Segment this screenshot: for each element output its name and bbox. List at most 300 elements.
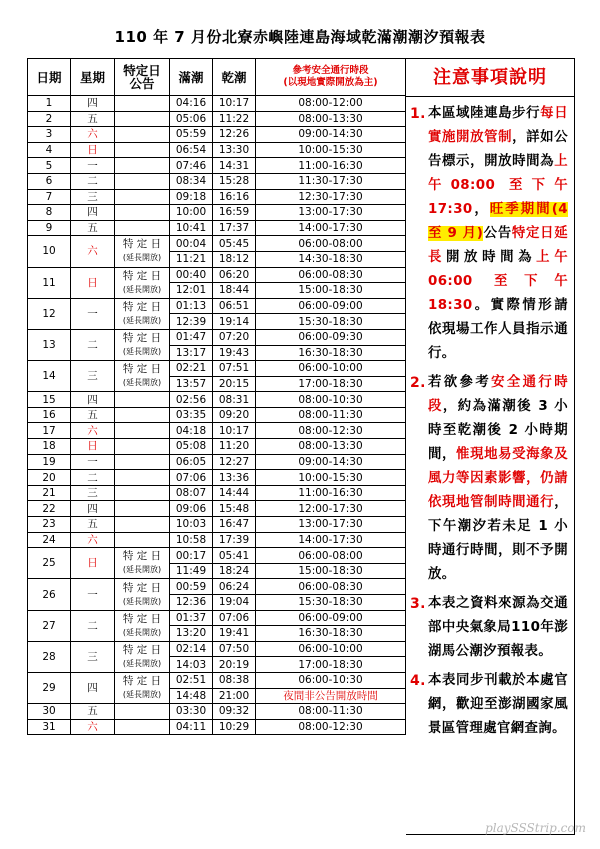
table-row (28, 704, 406, 720)
safe-window-cell: 11:30-17:30 (256, 173, 406, 189)
high-tide-cell: 13:20 (170, 626, 213, 642)
weekday-cell: 日 (71, 548, 115, 579)
high-tide-cell: 03:35 (170, 407, 213, 423)
table-row (28, 407, 406, 423)
weekday-cell: 五 (71, 111, 115, 127)
weekday-cell: 六 (71, 236, 115, 267)
high-tide-cell: 00:17 (170, 548, 213, 564)
date-cell: 19 (28, 454, 71, 470)
special-day-cell (115, 205, 170, 221)
special-day-cell (115, 329, 170, 360)
date-cell: 14 (28, 361, 71, 392)
low-tide-cell: 16:59 (213, 205, 256, 221)
date-cell: 4 (28, 142, 71, 158)
note-1-text-g: 公告 (483, 226, 512, 241)
date-cell: 13 (28, 329, 71, 360)
special-day-cell (115, 610, 170, 641)
note-2-text-c: ，約為滿潮後 3 小時至乾潮後 2 小時期間， (428, 399, 569, 462)
date-cell: 22 (28, 501, 71, 517)
low-tide-cell: 18:12 (213, 251, 256, 267)
special-day-label: 特 定 日 (122, 675, 162, 688)
date-cell: 24 (28, 532, 71, 548)
special-day-cell (115, 672, 170, 703)
notes-heading: 注意事項說明 (406, 59, 574, 97)
low-tide-cell: 07:06 (213, 610, 256, 626)
weekday-cell: 五 (71, 407, 115, 423)
note-4-text: 本表同步刊載於本處官網，歡迎至澎湖國家風景區管理處官網查詢。 (428, 673, 568, 736)
low-tide-cell: 06:51 (213, 298, 256, 314)
high-tide-cell: 09:18 (170, 189, 213, 205)
weekday-cell: 一 (71, 298, 115, 329)
special-day-label: 特 定 日 (122, 238, 162, 251)
special-day-sublabel: (延長開放) (122, 690, 162, 700)
note-1 (406, 102, 574, 366)
low-tide-cell: 10:17 (213, 423, 256, 439)
high-tide-cell: 11:49 (170, 563, 213, 579)
high-tide-cell: 10:00 (170, 205, 213, 221)
weekday-cell: 四 (71, 205, 115, 221)
safe-window-cell: 06:00-10:00 (256, 641, 406, 657)
table-row (28, 142, 406, 158)
note-1-text-d: 上午08:00 至下午17:30 (428, 154, 568, 217)
high-tide-cell: 10:41 (170, 220, 213, 236)
table-row (28, 439, 406, 455)
special-day-cell (115, 361, 170, 392)
special-day-sublabel: (延長開放) (122, 315, 162, 325)
low-tide-cell: 19:41 (213, 626, 256, 642)
safe-window-cell: 13:00-17:30 (256, 517, 406, 533)
special-day-label: 特 定 日 (122, 363, 162, 376)
special-day-cell (115, 236, 170, 267)
low-tide-cell: 12:26 (213, 127, 256, 143)
high-tide-cell: 12:01 (170, 283, 213, 299)
high-tide-cell: 00:04 (170, 236, 213, 252)
high-tide-cell: 07:46 (170, 158, 213, 174)
safe-window-cell: 08:00-12:30 (256, 423, 406, 439)
safe-window-cell: 06:00-09:00 (256, 298, 406, 314)
date-cell: 16 (28, 407, 71, 423)
low-tide-cell: 16:47 (213, 517, 256, 533)
date-cell: 2 (28, 111, 71, 127)
safe-window-cell: 12:30-17:30 (256, 189, 406, 205)
safe-window-cell: 10:00-15:30 (256, 470, 406, 486)
weekday-cell: 六 (71, 127, 115, 143)
date-cell: 7 (28, 189, 71, 205)
low-tide-cell: 08:38 (213, 672, 256, 688)
table-row (28, 205, 406, 221)
table-row (28, 236, 406, 252)
date-cell: 5 (28, 158, 71, 174)
safe-window-cell: 14:30-18:30 (256, 251, 406, 267)
special-day-cell (115, 96, 170, 112)
header-low-tide: 乾潮 (213, 59, 256, 96)
table-row (28, 641, 406, 657)
safe-window-cell: 06:00-08:30 (256, 267, 406, 283)
date-cell: 15 (28, 392, 71, 408)
high-tide-cell: 02:14 (170, 641, 213, 657)
date-cell: 10 (28, 236, 71, 267)
header-safe-window-line1: 參考安全通行時段 (292, 65, 369, 76)
weekday-cell: 三 (71, 485, 115, 501)
safe-window-cell: 11:00-16:30 (256, 158, 406, 174)
low-tide-cell: 13:36 (213, 470, 256, 486)
low-tide-cell: 09:32 (213, 704, 256, 720)
table-row (28, 532, 406, 548)
high-tide-cell: 05:08 (170, 439, 213, 455)
low-tide-cell: 19:14 (213, 314, 256, 330)
special-day-sublabel: (延長開放) (122, 347, 162, 356)
special-day-label: 特 定 日 (122, 269, 162, 282)
safe-window-cell: 08:00-13:30 (256, 439, 406, 455)
safe-window-cell: 06:00-08:00 (256, 236, 406, 252)
high-tide-cell: 07:06 (170, 470, 213, 486)
safe-window-cell: 16:30-18:30 (256, 626, 406, 642)
weekday-cell: 二 (71, 610, 115, 641)
date-cell: 11 (28, 267, 71, 298)
weekday-cell: 六 (71, 532, 115, 548)
table-row (28, 548, 406, 564)
safe-window-cell: 10:00-15:30 (256, 142, 406, 158)
table-row (28, 173, 406, 189)
special-day-cell (115, 439, 170, 455)
special-day-cell (115, 532, 170, 548)
special-day-cell (115, 392, 170, 408)
date-cell: 20 (28, 470, 71, 486)
low-tide-cell: 07:51 (213, 361, 256, 377)
date-cell: 30 (28, 704, 71, 720)
high-tide-cell: 02:21 (170, 361, 213, 377)
high-tide-cell: 01:37 (170, 610, 213, 626)
high-tide-cell: 09:06 (170, 501, 213, 517)
low-tide-cell: 07:50 (213, 641, 256, 657)
special-day-cell (115, 517, 170, 533)
high-tide-cell: 14:48 (170, 688, 213, 704)
header-safe-window (256, 59, 406, 96)
header-date: 日期 (28, 59, 71, 96)
weekday-cell: 二 (71, 329, 115, 360)
safe-window-cell: 09:00-14:30 (256, 127, 406, 143)
special-day-label: 特 定 日 (122, 612, 162, 625)
low-tide-cell: 14:31 (213, 158, 256, 174)
low-tide-cell: 11:20 (213, 439, 256, 455)
safe-window-cell: 11:00-16:30 (256, 485, 406, 501)
high-tide-cell: 14:03 (170, 657, 213, 673)
safe-window-cell: 13:00-17:30 (256, 205, 406, 221)
weekday-cell: 一 (71, 158, 115, 174)
note-3 (406, 592, 574, 664)
safe-window-cell: 15:30-18:30 (256, 595, 406, 611)
date-cell: 26 (28, 579, 71, 610)
header-safe-window-line2: (以現地實際開放為主) (283, 77, 378, 88)
high-tide-cell: 04:18 (170, 423, 213, 439)
low-tide-cell: 17:39 (213, 532, 256, 548)
special-day-sublabel: (延長開放) (122, 627, 162, 637)
special-day-label: 特 定 日 (122, 332, 162, 344)
high-tide-cell: 02:56 (170, 392, 213, 408)
weekday-cell: 四 (71, 96, 115, 112)
note-1-number: 1. (410, 106, 426, 122)
table-row (28, 158, 406, 174)
table-row (28, 485, 406, 501)
special-day-sublabel: (延長開放) (122, 253, 162, 263)
safe-window-cell: 06:00-08:30 (256, 579, 406, 595)
special-day-cell (115, 501, 170, 517)
table-row (28, 298, 406, 314)
high-tide-cell: 06:54 (170, 142, 213, 158)
note-1-text-i: 開放時間為 (446, 250, 537, 265)
date-cell: 28 (28, 641, 71, 672)
special-day-cell (115, 470, 170, 486)
notes-panel (406, 58, 575, 835)
low-tide-cell: 20:19 (213, 657, 256, 673)
high-tide-cell: 10:58 (170, 532, 213, 548)
low-tide-cell: 11:22 (213, 111, 256, 127)
table-row (28, 719, 406, 735)
table-row (28, 361, 406, 377)
table-row (28, 470, 406, 486)
table-row (28, 672, 406, 688)
special-day-label: 特 定 日 (122, 581, 162, 594)
safe-window-cell: 14:00-17:30 (256, 220, 406, 236)
special-day-label: 特 定 日 (122, 300, 162, 313)
table-row (28, 267, 406, 283)
weekday-cell: 一 (71, 579, 115, 610)
weekday-cell: 三 (71, 189, 115, 205)
safe-window-cell: 17:00-18:30 (256, 376, 406, 392)
date-cell: 18 (28, 439, 71, 455)
high-tide-cell: 13:17 (170, 345, 213, 361)
special-day-cell (115, 267, 170, 298)
weekday-cell: 日 (71, 267, 115, 298)
special-day-cell (115, 579, 170, 610)
low-tide-cell: 19:04 (213, 595, 256, 611)
date-cell: 6 (28, 173, 71, 189)
table-row (28, 127, 406, 143)
header-high-tide: 滿潮 (170, 59, 213, 96)
safe-window-cell: 12:00-17:30 (256, 501, 406, 517)
date-cell: 23 (28, 517, 71, 533)
low-tide-cell: 13:30 (213, 142, 256, 158)
special-day-cell (115, 173, 170, 189)
table-row (28, 610, 406, 626)
special-day-sublabel: (延長開放) (122, 378, 162, 388)
low-tide-cell: 10:17 (213, 96, 256, 112)
low-tide-cell: 18:24 (213, 563, 256, 579)
header-weekday: 星期 (71, 59, 115, 96)
safe-window-cell: 06:00-09:00 (256, 610, 406, 626)
special-day-cell (115, 423, 170, 439)
high-tide-cell: 03:30 (170, 704, 213, 720)
header-special-line1: 特定日 (123, 63, 161, 78)
note-1-text-a: 本區域陸連島步行 (428, 106, 541, 121)
high-tide-cell: 13:57 (170, 376, 213, 392)
safe-window-cell: 14:00-17:30 (256, 532, 406, 548)
safe-window-cell: 15:00-18:30 (256, 283, 406, 299)
weekday-cell: 三 (71, 641, 115, 672)
weekday-cell: 四 (71, 672, 115, 703)
table-row (28, 329, 406, 345)
special-day-cell (115, 704, 170, 720)
note-2-text-e: ，下午潮汐若未足 1 小時通行時間，則不予開放。 (428, 495, 568, 582)
tide-table-body (28, 96, 406, 735)
safe-window-cell: 06:00-10:00 (256, 361, 406, 377)
date-cell: 12 (28, 298, 71, 329)
date-cell: 8 (28, 205, 71, 221)
weekday-cell: 一 (71, 454, 115, 470)
special-day-cell (115, 485, 170, 501)
low-tide-cell: 16:16 (213, 189, 256, 205)
safe-window-cell: 15:00-18:30 (256, 563, 406, 579)
weekday-cell: 五 (71, 517, 115, 533)
note-3-text: 本表之資料來源為交通部中央氣象局110年澎湖馬公潮汐預報表。 (428, 596, 568, 659)
safe-window-cell: 06:00-08:00 (256, 548, 406, 564)
special-day-label: 特 定 日 (122, 643, 162, 656)
safe-window-cell: 08:00-11:30 (256, 407, 406, 423)
special-day-label: 特 定 日 (122, 550, 162, 563)
note-1-text-k: 。實際情形請依現場工作人員指示通行。 (428, 298, 568, 361)
high-tide-cell: 02:51 (170, 672, 213, 688)
high-tide-cell: 06:05 (170, 454, 213, 470)
page-title: 110 年 7 月份北寮赤嶼陸連島海域乾滿潮潮汐預報表 (114, 28, 486, 46)
tide-table (27, 58, 406, 735)
note-1-text-f: 旺季期間(4至 9 月) (428, 202, 568, 241)
safe-window-cell: 17:00-18:30 (256, 657, 406, 673)
high-tide-cell: 05:59 (170, 127, 213, 143)
low-tide-cell: 08:31 (213, 392, 256, 408)
table-row (28, 501, 406, 517)
low-tide-cell: 09:20 (213, 407, 256, 423)
low-tide-cell: 19:43 (213, 345, 256, 361)
special-day-cell (115, 407, 170, 423)
high-tide-cell: 01:47 (170, 329, 213, 345)
table-row (28, 96, 406, 112)
safe-window-cell: 08:00-12:30 (256, 719, 406, 735)
table-row (28, 423, 406, 439)
table-row (28, 579, 406, 595)
high-tide-cell: 00:59 (170, 579, 213, 595)
special-day-cell (115, 158, 170, 174)
high-tide-cell: 04:11 (170, 719, 213, 735)
note-1-text-b: 每日實施開放管制 (428, 106, 568, 145)
low-tide-cell: 06:20 (213, 267, 256, 283)
table-row (28, 111, 406, 127)
safe-window-cell: 08:00-10:30 (256, 392, 406, 408)
high-tide-cell: 11:21 (170, 251, 213, 267)
header-special-line2: 公告 (129, 76, 155, 91)
note-1-text-j: 上午 06:00 至下午18:30 (428, 250, 568, 313)
table-row (28, 392, 406, 408)
table-header-row (28, 59, 406, 96)
weekday-cell: 日 (71, 439, 115, 455)
safe-window-cell: 15:30-18:30 (256, 314, 406, 330)
note-4 (406, 669, 574, 741)
high-tide-cell: 05:06 (170, 111, 213, 127)
date-cell: 27 (28, 610, 71, 641)
high-tide-cell: 12:36 (170, 595, 213, 611)
date-cell: 1 (28, 96, 71, 112)
low-tide-cell: 12:27 (213, 454, 256, 470)
low-tide-cell: 18:44 (213, 283, 256, 299)
safe-window-cell: 08:00-13:30 (256, 111, 406, 127)
note-1-text-e: ， (472, 202, 490, 217)
table-row (28, 189, 406, 205)
table-row (28, 454, 406, 470)
note-2-number: 2. (410, 375, 426, 391)
low-tide-cell: 20:15 (213, 376, 256, 392)
high-tide-cell: 08:07 (170, 485, 213, 501)
high-tide-cell: 01:13 (170, 298, 213, 314)
special-day-cell (115, 719, 170, 735)
high-tide-cell: 04:16 (170, 96, 213, 112)
special-day-sublabel: (延長開放) (122, 596, 162, 606)
safe-window-cell: 06:00-10:30 (256, 672, 406, 688)
special-day-cell (115, 142, 170, 158)
low-tide-cell: 05:41 (213, 548, 256, 564)
safe-window-cell: 16:30-18:30 (256, 345, 406, 361)
high-tide-cell: 10:03 (170, 517, 213, 533)
safe-window-cell: 06:00-09:30 (256, 329, 406, 345)
high-tide-cell: 12:39 (170, 314, 213, 330)
weekday-cell: 日 (71, 142, 115, 158)
special-day-cell (115, 111, 170, 127)
watermark: playSSStrip.com (485, 821, 586, 835)
special-day-cell (115, 454, 170, 470)
low-tide-cell: 17:37 (213, 220, 256, 236)
special-day-cell (115, 220, 170, 236)
low-tide-cell: 21:00 (213, 688, 256, 704)
low-tide-cell: 06:24 (213, 579, 256, 595)
low-tide-cell: 15:48 (213, 501, 256, 517)
special-day-cell (115, 548, 170, 579)
safe-window-cell: 08:00-12:00 (256, 96, 406, 112)
date-cell: 17 (28, 423, 71, 439)
special-day-sublabel: (延長開放) (122, 284, 162, 294)
date-cell: 29 (28, 672, 71, 703)
note-1-text-h: 特定日延長 (428, 226, 568, 265)
low-tide-cell: 15:28 (213, 173, 256, 189)
note-4-number: 4. (410, 673, 426, 689)
special-day-sublabel: (延長開放) (122, 658, 162, 668)
high-tide-cell: 00:40 (170, 267, 213, 283)
low-tide-cell: 14:44 (213, 485, 256, 501)
special-day-cell (115, 298, 170, 329)
note-2-text-a: 若欲參考 (428, 375, 492, 390)
low-tide-cell: 10:29 (213, 719, 256, 735)
table-row (28, 220, 406, 236)
date-cell: 31 (28, 719, 71, 735)
note-2-text-b: 安全通行時段 (428, 375, 568, 414)
weekday-cell: 四 (71, 501, 115, 517)
high-tide-cell: 08:34 (170, 173, 213, 189)
weekday-cell: 三 (71, 361, 115, 392)
date-cell: 3 (28, 127, 71, 143)
safe-window-cell: 09:00-14:30 (256, 454, 406, 470)
note-3-number: 3. (410, 596, 426, 612)
special-day-sublabel: (延長開放) (122, 565, 162, 575)
date-cell: 9 (28, 220, 71, 236)
weekday-cell: 五 (71, 704, 115, 720)
safe-window-cell: 夜間非公告開放時間 (256, 688, 406, 704)
special-day-cell (115, 641, 170, 672)
weekday-cell: 四 (71, 392, 115, 408)
note-2-text-d: 惟現地易受海象及風力等因素影響，仍請依現地管制時間通行 (428, 447, 568, 510)
date-cell: 25 (28, 548, 71, 579)
header-special (115, 59, 170, 96)
table-row (28, 517, 406, 533)
note-2 (406, 371, 574, 587)
weekday-cell: 二 (71, 470, 115, 486)
weekday-cell: 六 (71, 719, 115, 735)
